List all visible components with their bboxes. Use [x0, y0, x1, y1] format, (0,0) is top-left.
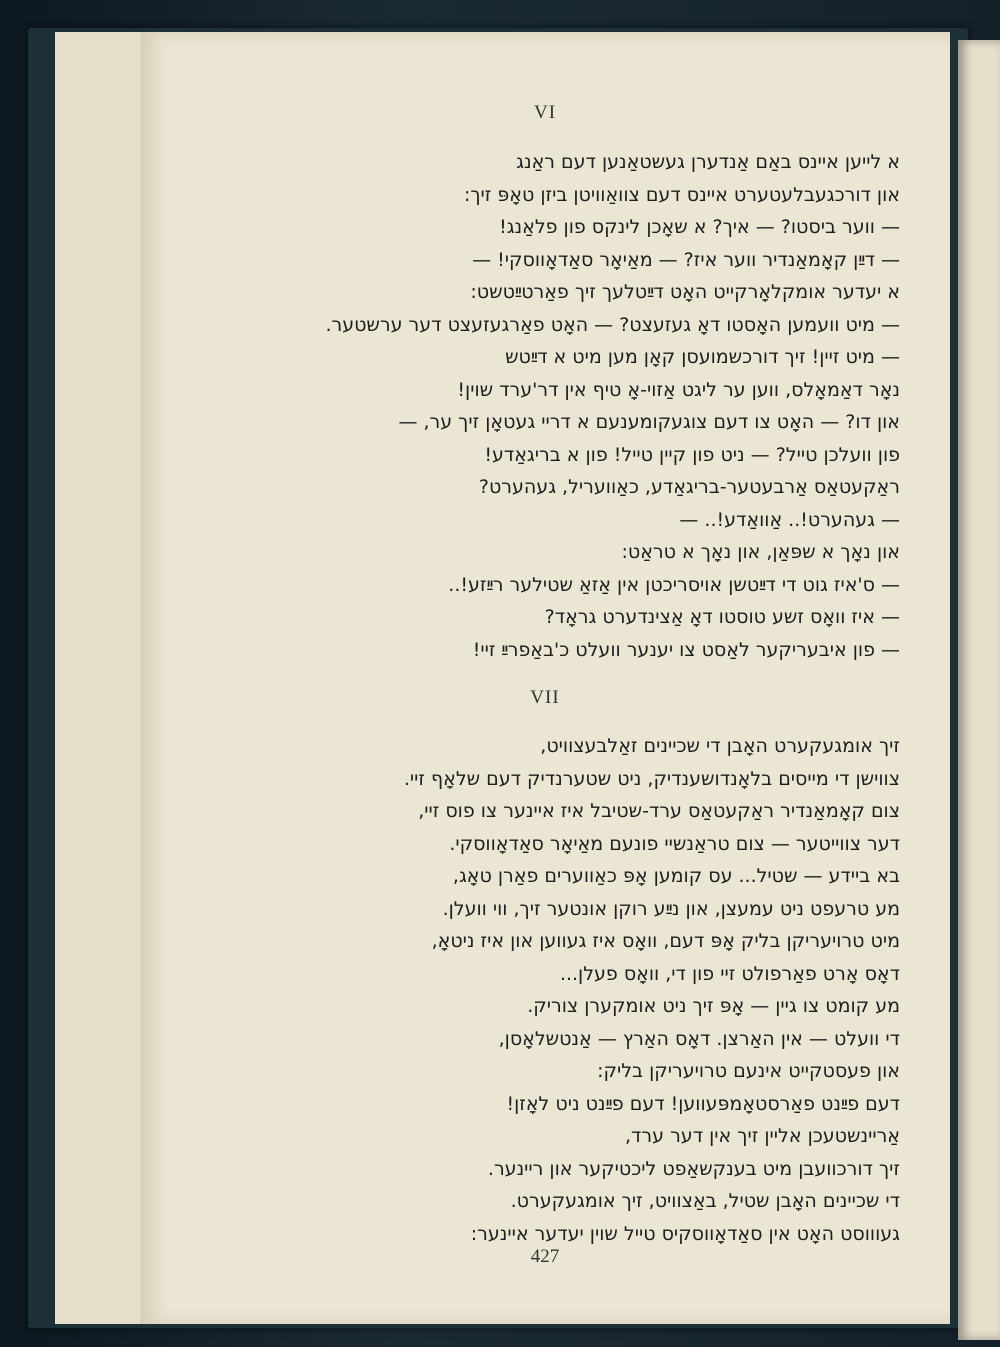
section-heading-vii: VII [530, 687, 560, 708]
poem-line: ראַקעטאַס אַרבעטער-בריגאַדע, כאַוועריל, געהערט? [478, 476, 900, 498]
poem-line: און פעסטקייט אינעם טרויעריקן בליק: [597, 1060, 900, 1082]
poem-line: — דײַן קאָמאַנדיר ווער איז? — מאַיאָר סאַדאָווסקי! — [472, 248, 900, 271]
poem-line: און נאָך א שפּאַן, און נאָך א טראַט: [621, 541, 900, 563]
poem-line: נאָר דאַמאָלס, ווען ער ליגט אַזוי-אָ טיף אין דר'ערד שוין! [457, 378, 900, 401]
poem-line: מיט טרויעריקן בליק אָפּ דעם, וואָס איז געווען און איז ניטאָ, [431, 930, 900, 952]
poem-line: — געהערט!.. אַוואַדע!.. — [679, 508, 900, 531]
facing-page-edge [958, 40, 1000, 1340]
poem-line: א לייען איינס באַם אַנדערן געשטאַנען דעם ראַנג [516, 151, 900, 173]
section-heading-vi: VI [533, 102, 557, 123]
poem-line: זיך אומגעקערט האָבן די שכיינים זאַלבעצוויט, [540, 735, 900, 757]
poem-line: מע קומט צו גיין — אָפּ זיך ניט אומקערן צוריק. [527, 995, 900, 1017]
poem-line: אַריינשטעכן אליין זיך אין דער ערד, [625, 1125, 900, 1147]
stanza-vi [200, 146, 900, 666]
poem-line: די וועלט — אין האַרצן. דאָס האַרץ — אַנטשלאָסן, [498, 1027, 900, 1050]
page-number: 427 [530, 1246, 560, 1267]
poem-line: דאָס אָרט פאַרפולט זיי פון די, וואָס פעלן... [559, 962, 900, 985]
poem-line: די שכיינים האָבן שטיל, באַצוויט, זיך אומגעקערט. [510, 1190, 900, 1212]
poem-line: א יעדער אומקלאָרקייט האָט דײַטלעך זיך פאַרטײַטשט: [470, 281, 900, 303]
poem-line: פון וועלכן טייל? — ניט פון קיין טייל! פון א בריגאַדע! [484, 443, 900, 466]
poem-line: צום קאָמאַנדיר ראַקעטאַס ערד-שטיבל איז איינער צו פוס זיי, [418, 800, 900, 822]
poem-line: געוווסט האָט אין סאַדאָווסקיס טייל שוין יעדער איינער: [470, 1222, 900, 1245]
poem-line: — פון איבעריקער לאַסט צו יענער וועלט כ'באַפרײַ זיי! [472, 638, 900, 661]
poem-line: בא ביידע — שטיל... עס קומען אָפּ כאַווערים פאַרן טאָג, [452, 865, 900, 887]
poem-line: — מיט וועמען האָסטו דאָ געזעצט? — האָט פאַרגעזעצט דער ערשטער. [325, 313, 900, 336]
poem-line: — מיט זיין! זיך דורכשמועסן קאָן מען מיט א דײַטש [505, 346, 900, 368]
poem-line: דער צווייטער — צום טראַנשיי פונעם מאַיאָר סאַדאָווסקי. [449, 832, 900, 855]
poem-line: און דו? — האָט צו דעם צוגעקומענעם א דריי געטאָן זיך ער, — [398, 411, 900, 433]
poem-line: און דורכגעבלעטערט איינס דעם צוואַוויטן ביזן טאָפּ זיך: [463, 183, 900, 206]
book-page [140, 32, 950, 1324]
poem-line: מע טרעפט ניט עמעצן, און נײַע רוקן אונטער זיך, ווי וועלן. [442, 897, 900, 920]
page-stack-edge [55, 32, 153, 1324]
poem-line: דעם פײַנט פאַרסטאָמפּעווען! דעם פײַנט ניט לאָזן! [506, 1092, 900, 1115]
poem-line: — ס'איז גוט די דײַטשן אויסריכטן אין אַזאַ שטילער רײַזע!.. [448, 573, 900, 596]
stanza-vii [200, 730, 900, 1250]
poem-line: — איז וואָס זשע טוסטו דאָ אַצינדערט גראָד? [544, 606, 900, 628]
poem-line: זיך דורכוועבן מיט בענקשאַפט ליכטיקער און ריינער. [487, 1157, 900, 1180]
poem-line: צווישן די מייסים בלאָנדושענדיק, ניט שטערנדיק דעם שלאָף זיי. [403, 767, 900, 790]
poem-line: — ווער ביסטו? — איך? א שאָכן לינקס פון פלאַנג! [499, 216, 900, 238]
